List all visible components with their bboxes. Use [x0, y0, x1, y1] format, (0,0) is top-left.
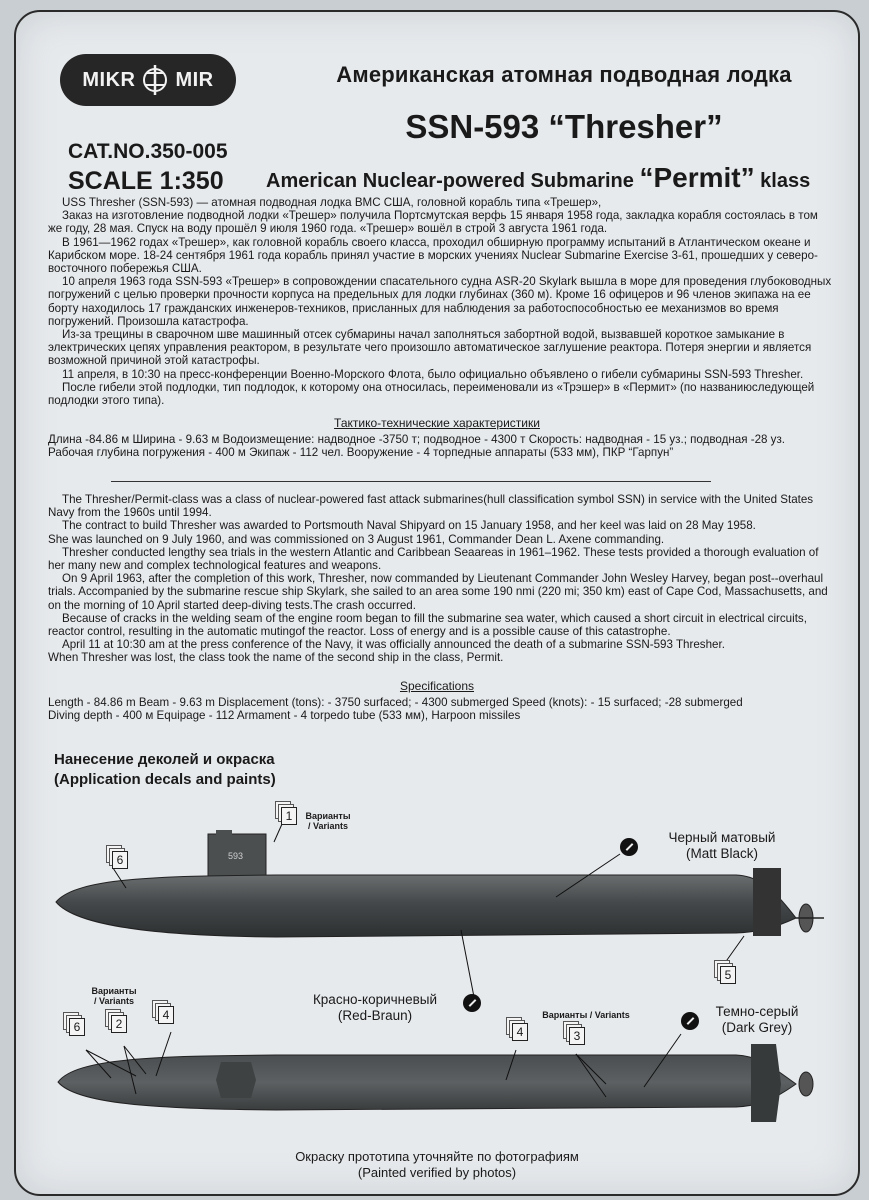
paragraph: В 1961—1962 годах «Трешер», как головной корабль своего класса, проходил обширную программу испытаний в Атлантическом океане и Карибском море. 18-24 сентября 1961 года корабль принял участие в морских учениях Nuclear Submarine Exercise 3-61, прошедших у северо-восточного побережья США. [48, 235, 818, 276]
scale-label: SCALE 1:350 [68, 167, 224, 195]
paragraph: The Thresher/Permit-class was a class of nuclear-powered fast attack submarines(hull classification symbol SSN) in service with the United States Navy from the 1960s until 1994. [48, 493, 814, 520]
paint-marker-icon [681, 1012, 699, 1030]
paragraph: USS Thresher (SSN-593) — атомная подводная лодка ВМС США, головной корабль типа «Трешер», [62, 196, 602, 209]
instruction-sheet [14, 10, 860, 1196]
paragraph: She was launched on 9 July 1960, and was commissioned on 3 August 1961, Commander Dean L. Axene commanding. [48, 532, 665, 546]
paragraph: 11 апреля, в 10:30 на пресс-конференции Военно-Морского Флота, было официально объявлено о гибели субмарины SSN-593 Thresher. [62, 367, 804, 381]
subtitle-post: klass [760, 170, 811, 192]
decals-heading-russian: Нанесение деколей и окраска [54, 751, 275, 768]
paragraph: 10 апреля 1963 года SSN-593 «Трешер» в сопровождении спасательного судна ASR-20 Skylark вышла в море для проведения глубоководных погружений с целью проверки прочности корпуса на предельных для лодки глубинах (360 м). Кроме 16 офицеров и 96 членов экипажа на ее борту находилось 17 гражданских инженеров-техников, присланных для наблюдения за работоспособностью ее механизмов во время погружений. Произошла катастрофа. [48, 275, 832, 328]
leader-line [461, 930, 474, 997]
decal-number-6: 6 [69, 1018, 85, 1036]
variants-inline-label: Варианты / Variants [542, 1010, 630, 1020]
paint-name-en: (Matt Black) [685, 846, 758, 861]
paint-red-braun [300, 992, 450, 1024]
spec-line: Длина -84.86 м Ширина - 9.63 м Водоизмещение: надводное -3750 т; подводное - 4300 т Скорость: надводная - 15 уз.; подводная -28 уз. [48, 433, 786, 446]
footer-en: (Painted verified by photos) [357, 1165, 517, 1180]
footer-note [16, 1149, 858, 1181]
paragraph: Из-за трещины в сварочном шве машинный отсек субмарины начал заполняться забортной водой, вызвавшей короткое замыкание в электрических цепях управления реактором, в результате чего произошло автоматическое заглушение реактора. Потеря энергии и является возможной причиной этой катастрофы. [48, 328, 812, 368]
stern-planes [751, 1044, 781, 1122]
specs-heading-english: Specifications [399, 679, 475, 693]
variants-ru: Варианты [305, 811, 351, 821]
decal-number-1: 1 [281, 807, 297, 825]
paragraph: После гибели этой подлодки, тип подлодок, к которому она относилась, переименовали из «Трэшер» в «Пермит» (по названиюследующей подлодки этого типа). [48, 380, 815, 408]
paint-dark-grey [702, 1004, 812, 1036]
paint-marker-icon [463, 994, 481, 1012]
paragraph: When Thresher was lost, the class took the name of the second ship in the class, Permit. [48, 651, 504, 665]
paragraph: Thresher conducted lengthy sea trials in the western Atlantic and Caribbean Seaareas in 1961–1962. These tests provided a thorough evaluation of her many new and complex technological features and weapons. [48, 545, 819, 573]
leader-line [274, 824, 282, 842]
title-english: SSN-593 “Thresher” [405, 108, 723, 145]
submarine-top-view [58, 1032, 813, 1122]
title-russian: Американская атомная подводная лодка [336, 62, 792, 87]
variants-label [84, 986, 144, 1006]
sail-planes [216, 1062, 256, 1098]
paint-name-ru: Темно-серый [715, 1004, 799, 1019]
propeller [799, 1072, 813, 1096]
variants-en: / Variants [93, 996, 135, 1006]
subtitle-pre: American Nuclear-powered Submarine [266, 170, 634, 192]
spec-line: Рабочая глубина погружения - 400 м Экипаж - 112 чел. Вооружение - 4 торпедные аппараты (533 мм), ПКР “Гарпун” [48, 446, 674, 460]
paint-marker-icon [620, 838, 638, 856]
paragraph: Заказ на изготовление подводной лодки «Трешер» получила Портсмутская верфь 15 января 1958 года, закладка корабля состоялась в том же году, 28 мая. Спуск на воду прошёл 9 июля 1960 года. «Трешер» вошёл в строй 3 августа 1961 года. [48, 209, 818, 236]
footer-ru: Окраску прототипа уточняйте по фотографиям [295, 1149, 579, 1164]
variants-ru: Варианты [91, 986, 137, 996]
decal-number-4: 4 [512, 1023, 528, 1041]
variants-label [298, 811, 358, 831]
variants-en: / Variants [307, 821, 349, 831]
decal-number-3: 3 [569, 1027, 585, 1045]
paint-name-ru: Красно-коричневый [312, 992, 438, 1007]
subtitle-class-name: “Permit” [639, 162, 755, 193]
specs-heading-russian: Тактико-технические характеристики [334, 416, 540, 430]
spec-line: Diving depth - 400 м Equipage - 112 Armament - 4 torpedo tube (533 мм), Harpoon missiles [48, 709, 521, 723]
decals-heading-english: (Application decals and paints) [54, 771, 276, 788]
paint-matt-black [642, 830, 802, 862]
paragraph: On 9 April 1963, after the completion of this work, Thresher, now commanded by Lieutenant Commander John Wesley Harvey, began post--overhaul trials. Accompanied by the submarine rescue ship Skylark, she sailed to an area some 190 nmi (220 mi; 350 km) east of Cape Cod, Massachusetts, and on the morning of 10 April started deep-diving tests.The crash occurred. [48, 572, 828, 612]
catalog-number: CAT.NO.350-005 [68, 140, 228, 163]
paragraph: April 11 at 10:30 am at the press conference of the Navy, it was officially announced the death of a submarine SSN-593 Thresher. [62, 638, 725, 652]
brand-left: MIKR [82, 68, 136, 91]
hull-top [58, 1055, 796, 1110]
rudder [753, 868, 781, 936]
paint-name-en: (Dark Grey) [721, 1020, 793, 1035]
decal-number-6: 6 [112, 851, 128, 869]
decal-number-5: 5 [720, 966, 736, 984]
paragraph: The contract to build Thresher was awarded to Portsmouth Naval Shipyard on 15 January 1958, and her keel was laid on 28 May 1958. [62, 519, 756, 533]
paragraph: Because of cracks in the welding seam of the engine room began to fill the submarine sea water, which caused a short circuit in electrical circuits, reactor control, resulting in the automatic mutingof the reactor. Loss of energy and is a possible cause of this catastrophe. [48, 611, 807, 639]
paint-name-en: (Red-Braun) [337, 1008, 413, 1023]
brand-right: MIR [175, 68, 214, 91]
spec-line: Length - 84.86 m Beam - 9.63 m Displacement (tons): - 3750 surfaced; - 4300 submerged Speed (knots): - 15 surfaced; -28 submerged [48, 696, 743, 709]
leader-line [722, 936, 744, 967]
paint-name-ru: Черный матовый [668, 830, 776, 845]
decal-number-4: 4 [158, 1006, 174, 1024]
sail-number: 593 [228, 851, 244, 861]
sail-mast [216, 830, 232, 836]
hull-side [56, 875, 796, 937]
decal-number-2: 2 [111, 1015, 127, 1033]
